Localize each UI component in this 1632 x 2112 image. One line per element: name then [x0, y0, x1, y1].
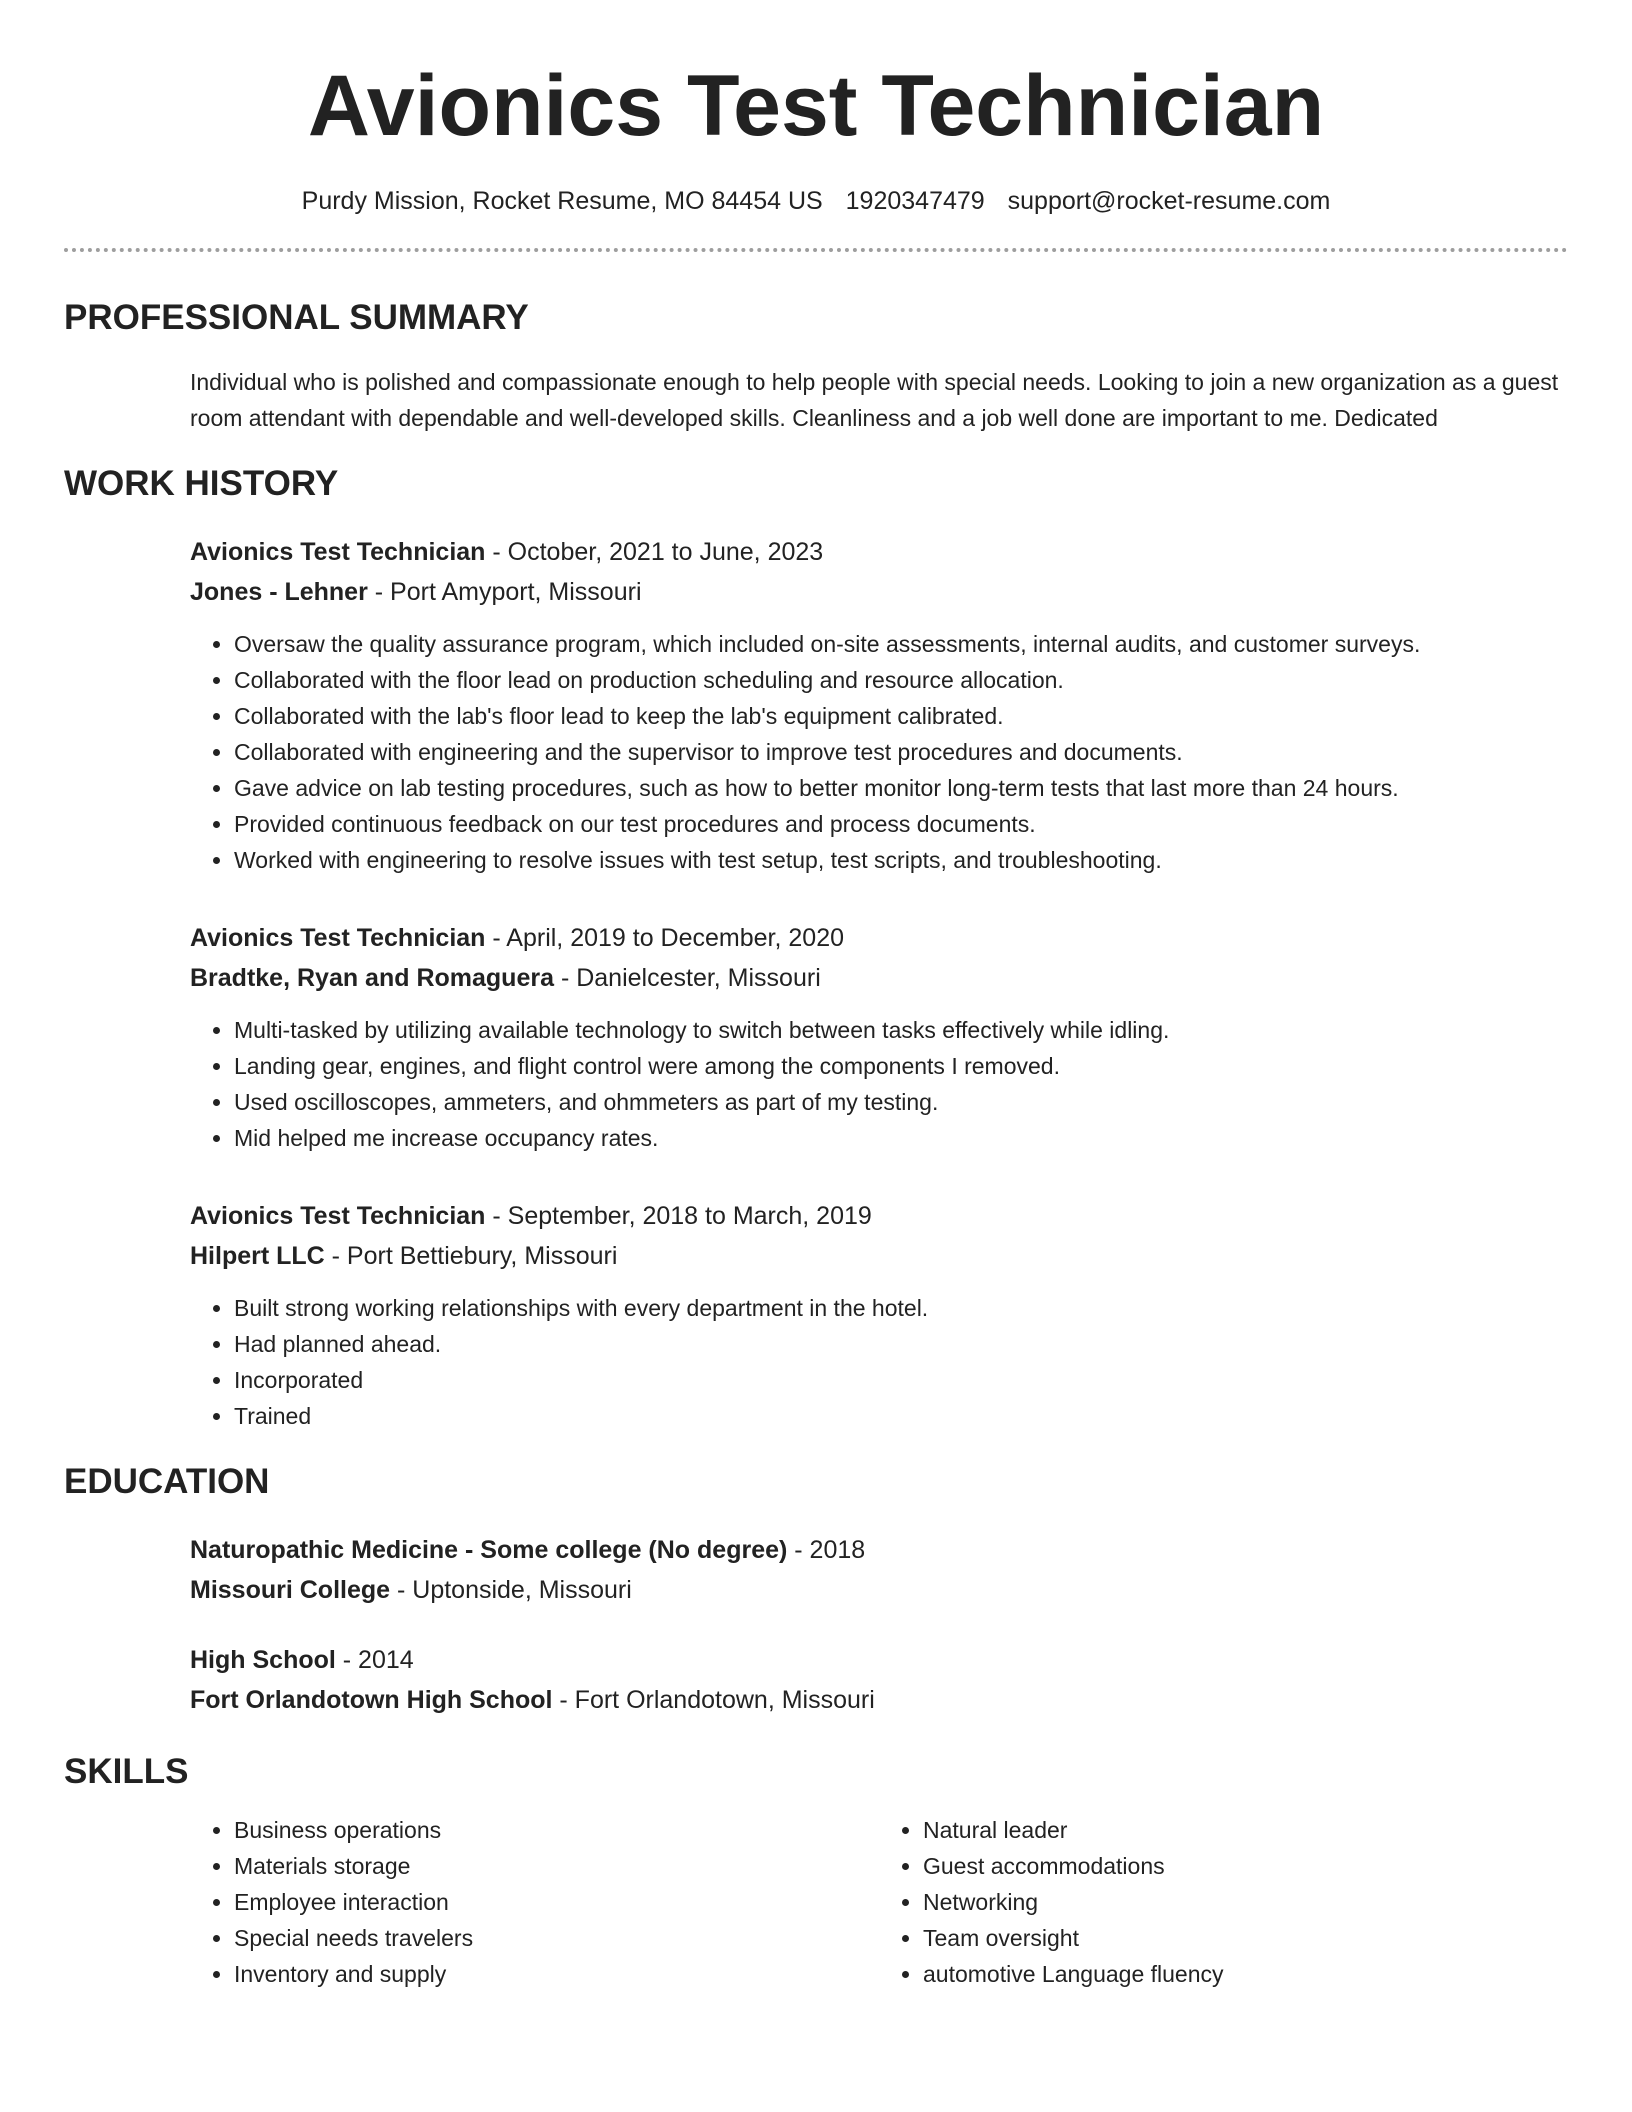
education-year: - 2014 — [335, 1646, 414, 1674]
job-role: Avionics Test Technician — [190, 1202, 486, 1230]
skills-grid — [190, 1812, 1568, 1992]
job-bullets — [190, 626, 1568, 878]
list-item: • Collaborated with the floor lead on production scheduling and resource allocation. — [234, 662, 1568, 698]
education-school-line — [190, 1680, 1568, 1720]
job-bullets — [190, 1290, 1568, 1434]
job-company-line — [190, 958, 1568, 998]
job-location: - Port Bettiebury, Missouri — [324, 1242, 618, 1270]
list-item: • Collaborated with the lab's floor lead to keep the lab's equipment calibrated. — [234, 698, 1568, 734]
education-year: - 2018 — [787, 1536, 866, 1564]
list-item: • Team oversight — [923, 1920, 1568, 1956]
work-history-section — [64, 462, 1568, 1434]
list-item: • Business operations — [234, 1812, 879, 1848]
job-location: - Port Amyport, Missouri — [367, 578, 642, 606]
list-item: • Multi-tasked by utilizing available technology to switch between tasks effectively while idling. — [234, 1012, 1568, 1048]
job-company-line — [190, 1236, 1568, 1276]
list-item: • automotive Language fluency — [923, 1956, 1568, 1992]
skills-section — [64, 1750, 1568, 1992]
job-dates: - April, 2019 to December, 2020 — [485, 924, 844, 952]
list-item: • Built strong working relationships with every department in the hotel. — [234, 1290, 1568, 1326]
education-degree-line — [190, 1530, 1568, 1570]
list-item: • Special needs travelers — [234, 1920, 879, 1956]
job-title-line — [190, 1196, 1568, 1236]
candidate-name: Avionics Test Technician — [307, 58, 1325, 154]
list-item: • Landing gear, engines, and flight control were among the components I removed. — [234, 1048, 1568, 1084]
work-history-title: WORK HISTORY — [64, 464, 339, 503]
contact-email: support@rocket-resume.com — [1007, 187, 1331, 215]
job-company: Hilpert LLC — [190, 1242, 325, 1270]
list-item: • Materials storage — [234, 1848, 879, 1884]
contact-line — [64, 184, 1568, 218]
list-item: • Trained — [234, 1398, 1568, 1434]
education-location: - Fort Orlandotown, Missouri — [552, 1686, 875, 1714]
summary-text: Individual who is polished and compassionate enough to help people with special needs. Looking to join a new organization as a guest room attendant with dependable and well-developed skills. Cleanliness and a job well done are important to me. Dedicated — [190, 369, 1559, 431]
list-item: • Worked with engineering to resolve issues with test setup, test scripts, and troubleshooting. — [234, 842, 1568, 878]
job-entry — [190, 1196, 1568, 1434]
summary-title: PROFESSIONAL SUMMARY — [64, 298, 529, 337]
skills-left-column — [190, 1812, 879, 1992]
education-school-line — [190, 1570, 1568, 1610]
list-item: • Employee interaction — [234, 1884, 879, 1920]
job-title-line — [190, 532, 1568, 572]
education-location: - Uptonside, Missouri — [390, 1576, 632, 1604]
skills-right-column — [879, 1812, 1568, 1992]
education-entry — [190, 1640, 1568, 1720]
education-section — [64, 1460, 1568, 1720]
list-item: • Used oscilloscopes, ammeters, and ohmmeters as part of my testing. — [234, 1084, 1568, 1120]
contact-phone: 1920347479 — [845, 187, 985, 215]
job-dates: - September, 2018 to March, 2019 — [485, 1202, 872, 1230]
job-title-line — [190, 918, 1568, 958]
job-company-line — [190, 572, 1568, 612]
education-degree-line — [190, 1640, 1568, 1680]
education-title: EDUCATION — [64, 1462, 270, 1501]
education-entry — [190, 1530, 1568, 1610]
list-item: • Gave advice on lab testing procedures, such as how to better monitor long-term tests that last more than 24 hours. — [234, 770, 1568, 806]
header-divider — [64, 248, 1568, 252]
list-item: • Collaborated with engineering and the supervisor to improve test procedures and documents. — [234, 734, 1568, 770]
job-entry — [190, 532, 1568, 878]
job-bullets — [190, 1012, 1568, 1156]
list-item: • Networking — [923, 1884, 1568, 1920]
list-item: • Had planned ahead. — [234, 1326, 1568, 1362]
education-degree: High School — [190, 1646, 336, 1674]
list-item: • Mid helped me increase occupancy rates. — [234, 1120, 1568, 1156]
list-item: • Natural leader — [923, 1812, 1568, 1848]
job-role: Avionics Test Technician — [190, 924, 486, 952]
list-item: • Provided continuous feedback on our test procedures and process documents. — [234, 806, 1568, 842]
education-school: Missouri College — [190, 1576, 391, 1604]
job-role: Avionics Test Technician — [190, 538, 486, 566]
job-dates: - October, 2021 to June, 2023 — [485, 538, 824, 566]
education-degree: Naturopathic Medicine - Some college (No degree) — [190, 1536, 788, 1564]
job-company: Bradtke, Ryan and Romaguera — [190, 964, 554, 992]
job-entry — [190, 918, 1568, 1156]
job-company: Jones - Lehner — [190, 578, 368, 606]
list-item: • Inventory and supply — [234, 1956, 879, 1992]
job-location: - Danielcester, Missouri — [554, 964, 821, 992]
skills-title: SKILLS — [64, 1752, 189, 1791]
contact-address: Purdy Mission, Rocket Resume, MO 84454 US — [301, 187, 823, 215]
list-item: • Oversaw the quality assurance program, which included on-site assessments, internal audits, and customer surveys. — [234, 626, 1568, 662]
summary-section — [64, 296, 1568, 436]
list-item: • Guest accommodations — [923, 1848, 1568, 1884]
education-school: Fort Orlandotown High School — [190, 1686, 553, 1714]
list-item: • Incorporated — [234, 1362, 1568, 1398]
